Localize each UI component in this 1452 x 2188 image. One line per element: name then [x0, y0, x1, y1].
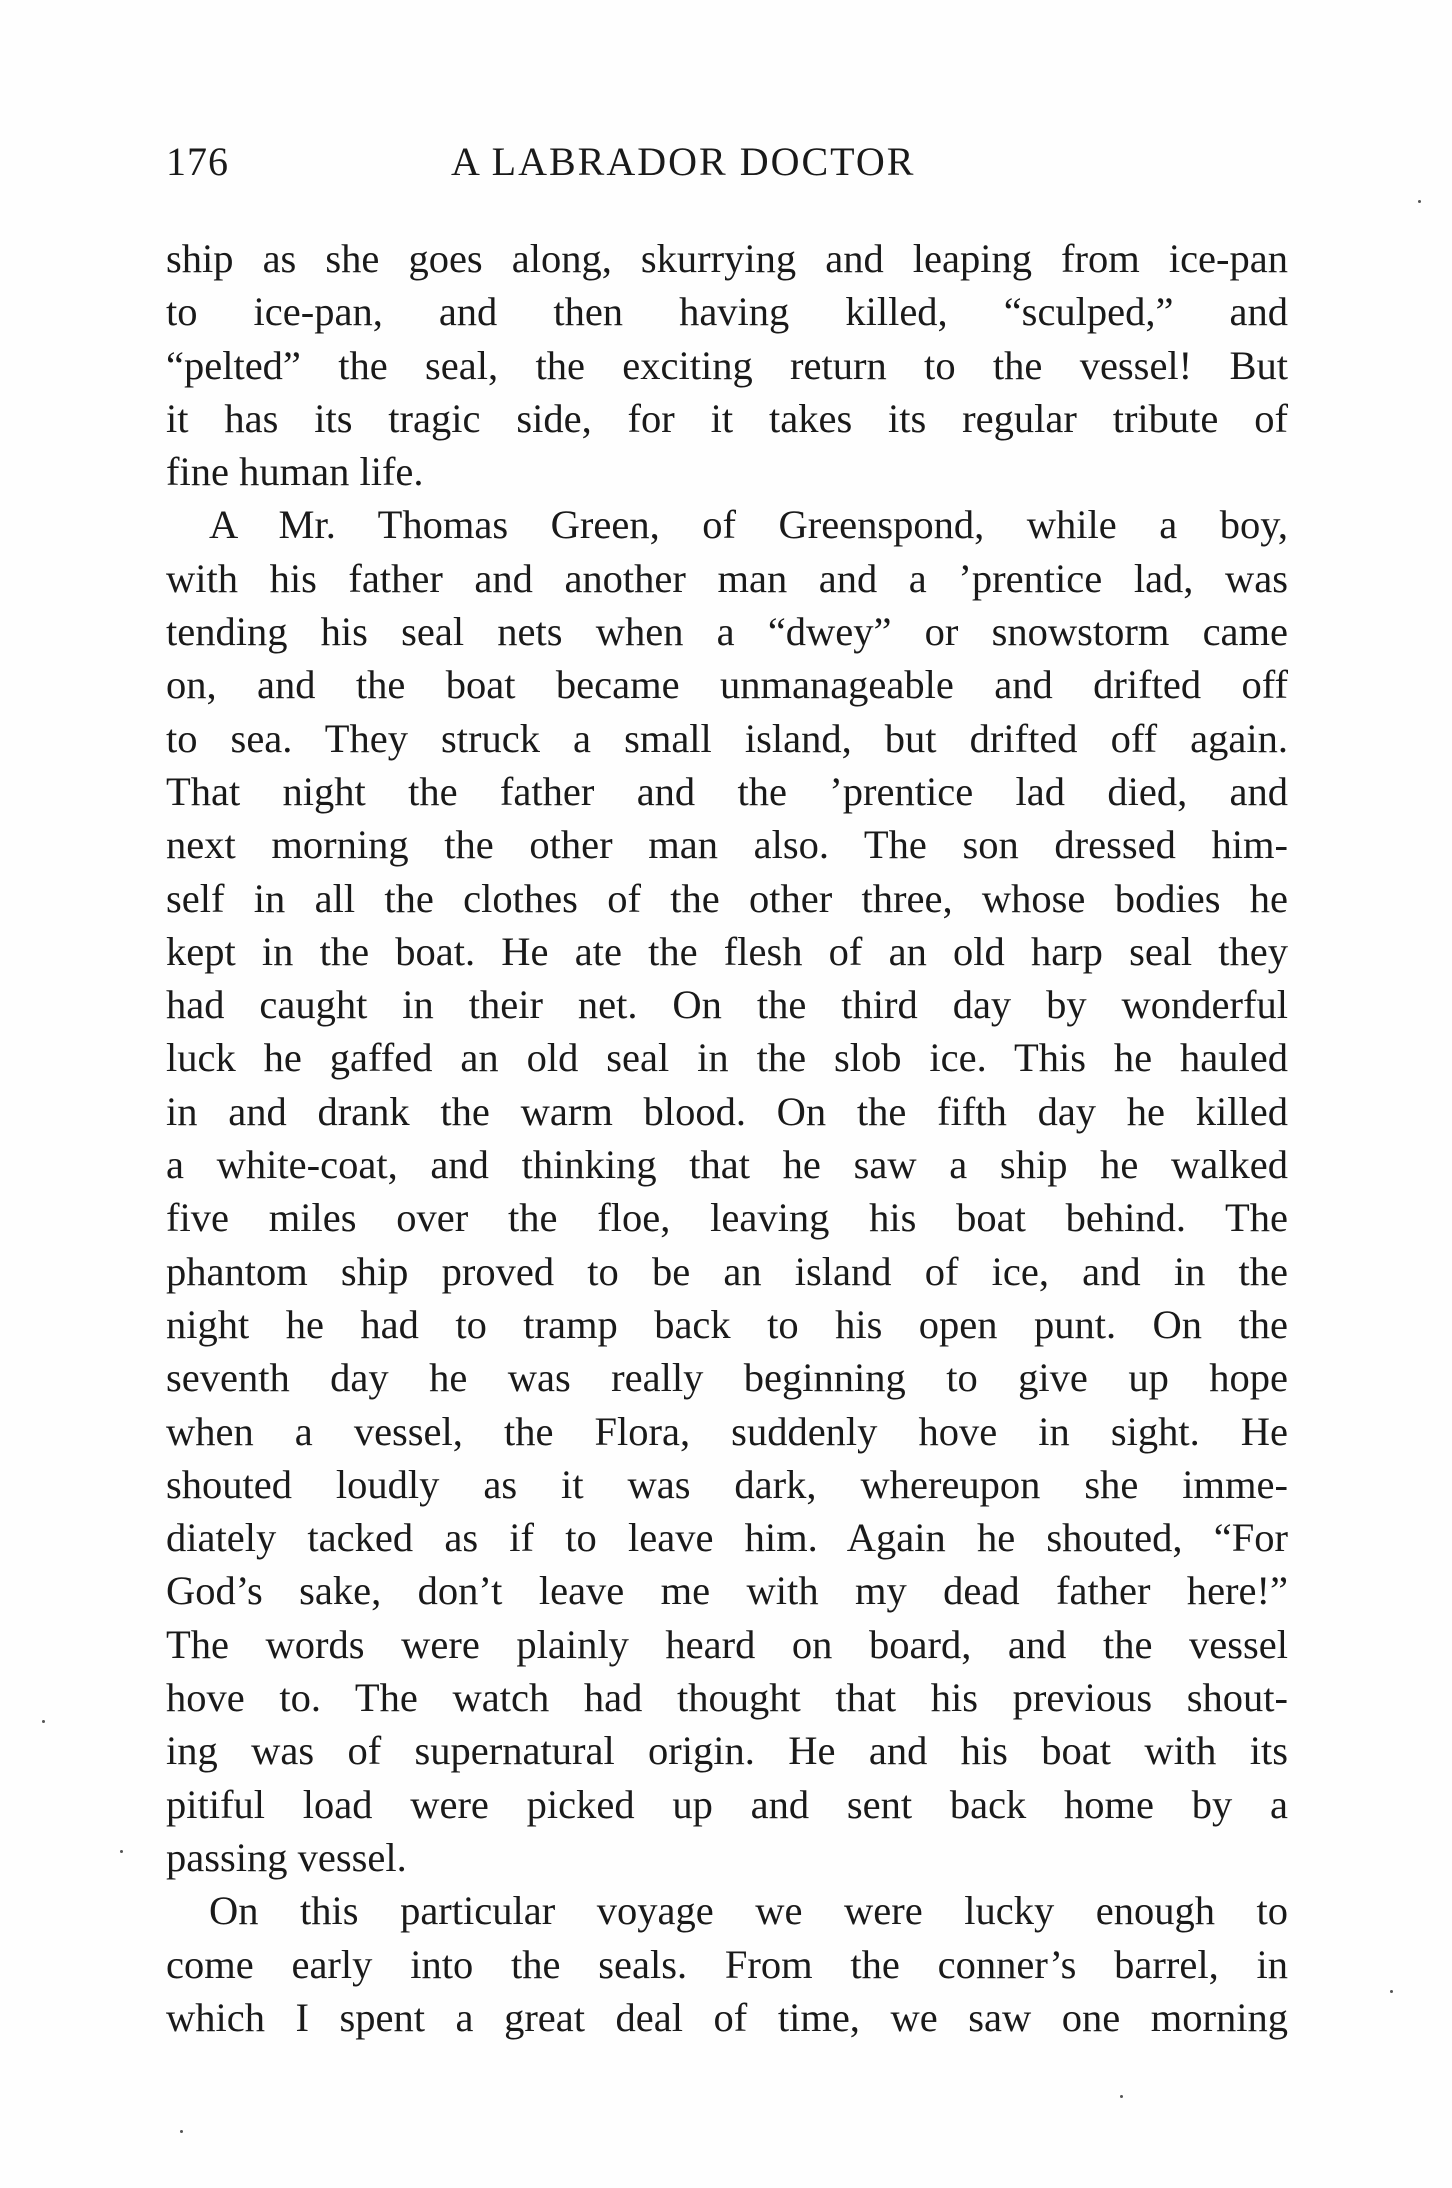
paragraph-3	[166, 1884, 1288, 2044]
text-line: passing vessel.	[166, 1834, 407, 1880]
page-number: 176	[166, 139, 229, 184]
text-line: come early into the seals. From the conner’s barrel, in	[166, 1941, 1288, 1987]
text-line: next morning the other man also. The son dressed him-	[166, 822, 1288, 868]
text-line: shouted loudly as it was dark, whereupon she imme-	[166, 1461, 1288, 1507]
paragraph-1	[166, 232, 1288, 498]
scan-speck	[180, 2130, 183, 2133]
text-line: to sea. They struck a small island, but drifted off again.	[166, 715, 1288, 761]
scan-speck	[120, 1850, 123, 1853]
text-line: self in all the clothes of the other three, whose bodies he	[166, 875, 1288, 921]
text-line: diately tacked as if to leave him. Again he shouted, “For	[166, 1515, 1288, 1561]
text-line: luck he gaffed an old seal in the slob ice. This he hauled	[166, 1035, 1288, 1081]
scan-speck	[1390, 1990, 1393, 1993]
text-line: That night the father and the ’prentice lad died, and	[166, 768, 1288, 814]
scan-speck	[42, 1720, 45, 1723]
text-line: it has its tragic side, for it takes its regular tribute of	[166, 395, 1288, 441]
text-line: to ice-pan, and then having killed, “sculped,” and	[166, 289, 1288, 335]
text-line: five miles over the floe, leaving his boat behind. The	[166, 1195, 1288, 1241]
text-line: with his father and another man and a ’prentice lad, was	[166, 555, 1288, 601]
text-line: “pelted” the seal, the exciting return to the vessel! But	[166, 342, 1288, 388]
paragraph-2	[166, 498, 1288, 1884]
text-line: had caught in their net. On the third day by wonderful	[166, 982, 1288, 1028]
text-line: The words were plainly heard on board, and the vessel	[166, 1621, 1288, 1667]
text-line: kept in the boat. He ate the flesh of an old harp seal they	[166, 928, 1288, 974]
scan-speck	[1120, 2095, 1123, 2098]
text-line: night he had to tramp back to his open punt. On the	[166, 1301, 1288, 1347]
scan-speck	[1418, 200, 1421, 203]
text-line: fine human life.	[166, 449, 424, 495]
text-line: in and drank the warm blood. On the fifth day he killed	[166, 1088, 1288, 1134]
text-line: phantom ship proved to be an island of ice, and in the	[166, 1248, 1288, 1294]
text-line: ing was of supernatural origin. He and his boat with its	[166, 1728, 1288, 1774]
text-line: A Mr. Thomas Green, of Greenspond, while a boy,	[209, 502, 1288, 548]
body-text	[166, 232, 1288, 2044]
text-line: a white-coat, and thinking that he saw a ship he walked	[166, 1142, 1288, 1188]
text-line: On this particular voyage we were lucky enough to	[209, 1888, 1288, 1934]
text-line: pitiful load were picked up and sent back home by a	[166, 1781, 1288, 1827]
text-line: which I spent a great deal of time, we saw one morning	[166, 1994, 1288, 2040]
page-header	[166, 138, 1288, 198]
text-line: seventh day he was really beginning to give up hope	[166, 1355, 1288, 1401]
text-line: when a vessel, the Flora, suddenly hove in sight. He	[166, 1408, 1288, 1454]
text-line: hove to. The watch had thought that his previous shout-	[166, 1675, 1288, 1721]
text-line: God’s sake, don’t leave me with my dead father here!”	[166, 1568, 1288, 1614]
running-title: A LABRADOR DOCTOR	[451, 139, 916, 184]
text-line: ship as she goes along, skurrying and leaping from ice-pan	[166, 236, 1288, 281]
text-line: tending his seal nets when a “dwey” or snowstorm came	[166, 609, 1288, 655]
text-line: on, and the boat became unmanageable and drifted off	[166, 662, 1288, 708]
